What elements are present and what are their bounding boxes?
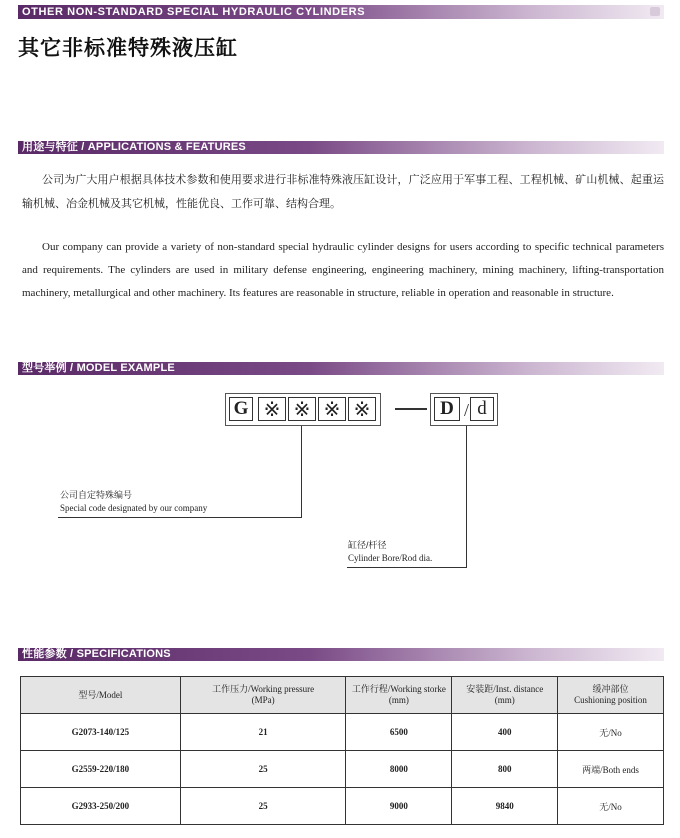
rod-box: d: [470, 397, 494, 421]
column-header-unit: Cushioning position: [574, 695, 647, 705]
column-header-cushion: [558, 677, 664, 714]
column-header-label: 型号/Model: [78, 689, 123, 700]
code-box-4: [348, 397, 376, 421]
cell-distance: 400: [452, 714, 558, 751]
column-header-unit: (mm): [494, 695, 515, 705]
model-prefix-box: G: [229, 397, 253, 421]
applications-text-cn: 公司为广大用户根据具体技术参数和使用要求进行非标准特殊液压缸设计，广泛应用于军事工程、工程机械、矿山机械、起重运输机械、冶金机械及其它机械，性能优良、工作可靠、结构合理。: [22, 174, 664, 210]
leader-line-bore-vertical: [466, 426, 467, 568]
cell-cushion: 无/No: [558, 714, 664, 751]
column-header-distance: [452, 677, 558, 714]
leader-line-code-horizontal: [58, 517, 302, 518]
cell-model: G2559-220/180: [21, 751, 181, 788]
annotation-bore-rod: [348, 539, 432, 565]
header-title: OTHER NON-STANDARD SPECIAL HYDRAULIC CYLINDERS: [22, 6, 366, 18]
cell-stroke: 9000: [346, 788, 452, 825]
code-box-2: [288, 397, 316, 421]
cell-pressure: 25: [180, 788, 346, 825]
cell-stroke: 6500: [346, 714, 452, 751]
corner-badge-icon: [650, 7, 660, 16]
annotation-special-code-cn: 公司自定特殊编号: [60, 490, 133, 500]
code-box-3: [318, 397, 346, 421]
applications-heading: 用途与特征 / APPLICATIONS & FEATURES: [18, 141, 664, 154]
leader-line-bore-horizontal: [347, 567, 467, 568]
specifications-table: [20, 676, 664, 825]
column-header-label: 安装距/Inst. distance: [466, 684, 544, 694]
model-example-heading: 型号举例 / MODEL EXAMPLE: [18, 362, 664, 375]
column-header-pressure: [180, 677, 346, 714]
cell-cushion: 无/No: [558, 788, 664, 825]
column-header-unit: (mm): [388, 695, 409, 705]
cell-cushion: 两端/Both ends: [558, 751, 664, 788]
column-header-stroke: [346, 677, 452, 714]
bore-box: D: [434, 397, 460, 421]
page-title: 其它非标准特殊液压缸: [18, 37, 238, 60]
code-symbol: ※: [323, 398, 341, 421]
table-row: [21, 714, 664, 751]
annotation-bore-rod-en: Cylinder Bore/Rod dia.: [348, 553, 433, 563]
code-symbol: ※: [263, 398, 281, 421]
separator-dash: [395, 408, 427, 410]
cell-pressure: 25: [180, 751, 346, 788]
cell-distance: 9840: [452, 788, 558, 825]
column-header-label: 工作行程/Working storke: [351, 684, 446, 694]
table-row: [21, 751, 664, 788]
applications-text-en: Our company can provide a variety of non-standard special hydraulic cylinder designs for users according to specific technical parameters and requirements. The cylinders are used in military defense engineering, engineering machinery, mining machinery, lifting-transportation machinery, metallurgical and other machinery. Its features are reasonable in structure, reliable in operation and reasonable in structure.: [22, 241, 664, 299]
cell-distance: 800: [452, 751, 558, 788]
slash-divider: /: [464, 400, 470, 420]
leader-line-code-vertical: [301, 426, 302, 518]
annotation-bore-rod-cn: 缸径/杆径: [348, 540, 387, 550]
column-header-label: 缓冲部位: [592, 684, 629, 694]
code-symbol: ※: [293, 398, 311, 421]
cell-pressure: 21: [180, 714, 346, 751]
header-band: [18, 5, 664, 19]
table-header-row: [21, 677, 664, 714]
code-box-1: [258, 397, 286, 421]
table-row: [21, 788, 664, 825]
cell-stroke: 8000: [346, 751, 452, 788]
annotation-special-code-en: Special code designated by our company: [60, 503, 208, 513]
cell-model: G2933-250/200: [21, 788, 181, 825]
specifications-heading: 性能参数 / SPECIFICATIONS: [18, 648, 664, 661]
column-header-model: [21, 677, 181, 714]
column-header-label: 工作压力/Working pressure: [212, 684, 315, 694]
annotation-special-code: [60, 489, 207, 515]
code-symbol: ※: [353, 398, 371, 421]
column-header-unit: (MPa): [251, 695, 275, 705]
cell-model: G2073-140/125: [21, 714, 181, 751]
